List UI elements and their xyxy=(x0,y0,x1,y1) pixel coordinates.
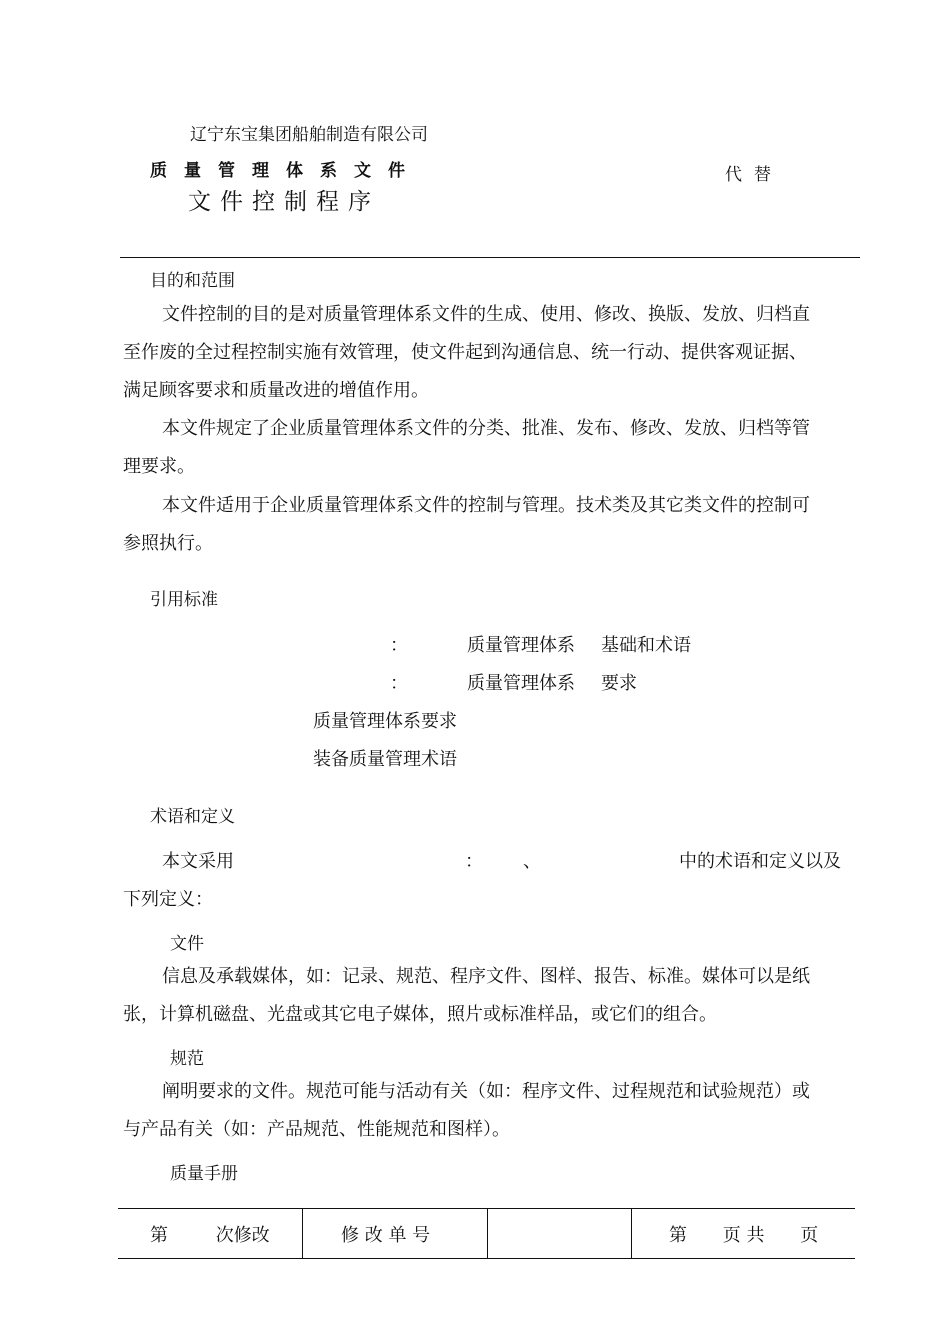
footer-table xyxy=(118,1208,855,1259)
system-title: 质量管理体系文件 xyxy=(150,161,422,181)
purpose-para1-line2: 至作废的全过程控制实施有效管理，使文件起到沟通信息、统一行动、提供客观证据、 xyxy=(123,342,807,363)
purpose-para2-line2: 理要求。 xyxy=(123,456,195,477)
term-document-title: 文件 xyxy=(170,934,204,954)
terms-intro-start: 本文采用 xyxy=(162,851,234,872)
purpose-para1-line1: 文件控制的目的是对质量管理体系文件的生成、使用、修改、换版、发放、归档直 xyxy=(162,304,810,325)
section-heading-terms: 术语和定义 xyxy=(150,807,235,827)
footer-change-number-value-cell xyxy=(488,1209,632,1259)
footer-revision-prefix: 第 xyxy=(150,1224,168,1246)
footer-page-cell xyxy=(632,1209,856,1259)
terms-intro-line2: 下列定义： xyxy=(123,889,213,910)
reference-2-colon: ： xyxy=(390,673,408,694)
purpose-para3-line1: 本文件适用于企业质量管理体系文件的控制与管理。技术类及其它类文件的控制可 xyxy=(162,495,810,516)
term-specification-title: 规范 xyxy=(170,1049,204,1069)
footer-change-number-label-cell xyxy=(303,1209,488,1259)
term-document-line2: 张，计算机磁盘、光盘或其它电子媒体，照片或标准样品，或它们的组合。 xyxy=(123,1004,717,1025)
header-divider xyxy=(120,257,860,258)
reference-1-title: 质量管理体系 xyxy=(467,635,575,656)
replace-label: 代替 xyxy=(725,165,783,185)
footer-revision-suffix: 次修改 xyxy=(215,1224,270,1246)
reference-4: 装备质量管理术语 xyxy=(313,749,457,770)
reference-2-subtitle: 要求 xyxy=(601,673,637,694)
term-document-line1: 信息及承载媒体，如：记录、规范、程序文件、图样、报告、标准。媒体可以是纸 xyxy=(162,966,810,987)
document-title: 文件控制程序 xyxy=(188,189,380,215)
footer-revision-cell xyxy=(118,1209,303,1259)
reference-3: 质量管理体系要求 xyxy=(313,711,457,732)
company-name: 辽宁东宝集团船舶制造有限公司 xyxy=(190,125,428,145)
term-specification-line2: 与产品有关（如：产品规范、性能规范和图样）。 xyxy=(123,1119,510,1140)
term-specification-line1: 阐明要求的文件。规范可能与活动有关（如：程序文件、过程规范和试验规范）或 xyxy=(162,1081,810,1102)
reference-2-title: 质量管理体系 xyxy=(467,673,575,694)
terms-intro-colon: ： xyxy=(465,851,483,872)
terms-intro-separator: 、 xyxy=(523,851,541,872)
footer-page-ye: 页 xyxy=(800,1224,819,1246)
section-heading-purpose: 目的和范围 xyxy=(150,271,235,291)
terms-intro-end: 中的术语和定义以及 xyxy=(679,851,841,872)
purpose-para3-line2: 参照执行。 xyxy=(123,533,213,554)
reference-1-subtitle: 基础和术语 xyxy=(601,635,691,656)
purpose-para2-line1: 本文件规定了企业质量管理体系文件的分类、批准、发布、修改、发放、归档等管 xyxy=(162,418,810,439)
reference-1-colon: ： xyxy=(390,635,408,656)
term-quality-manual-title: 质量手册 xyxy=(170,1164,238,1184)
footer-page-ye-gong: 页 共 xyxy=(722,1224,765,1246)
footer-page-di: 第 xyxy=(669,1224,687,1246)
footer-change-number-label: 修 改 单 号 xyxy=(341,1224,431,1246)
purpose-para1-line3: 满足顾客要求和质量改进的增值作用。 xyxy=(123,380,429,401)
section-heading-references: 引用标准 xyxy=(150,590,218,610)
